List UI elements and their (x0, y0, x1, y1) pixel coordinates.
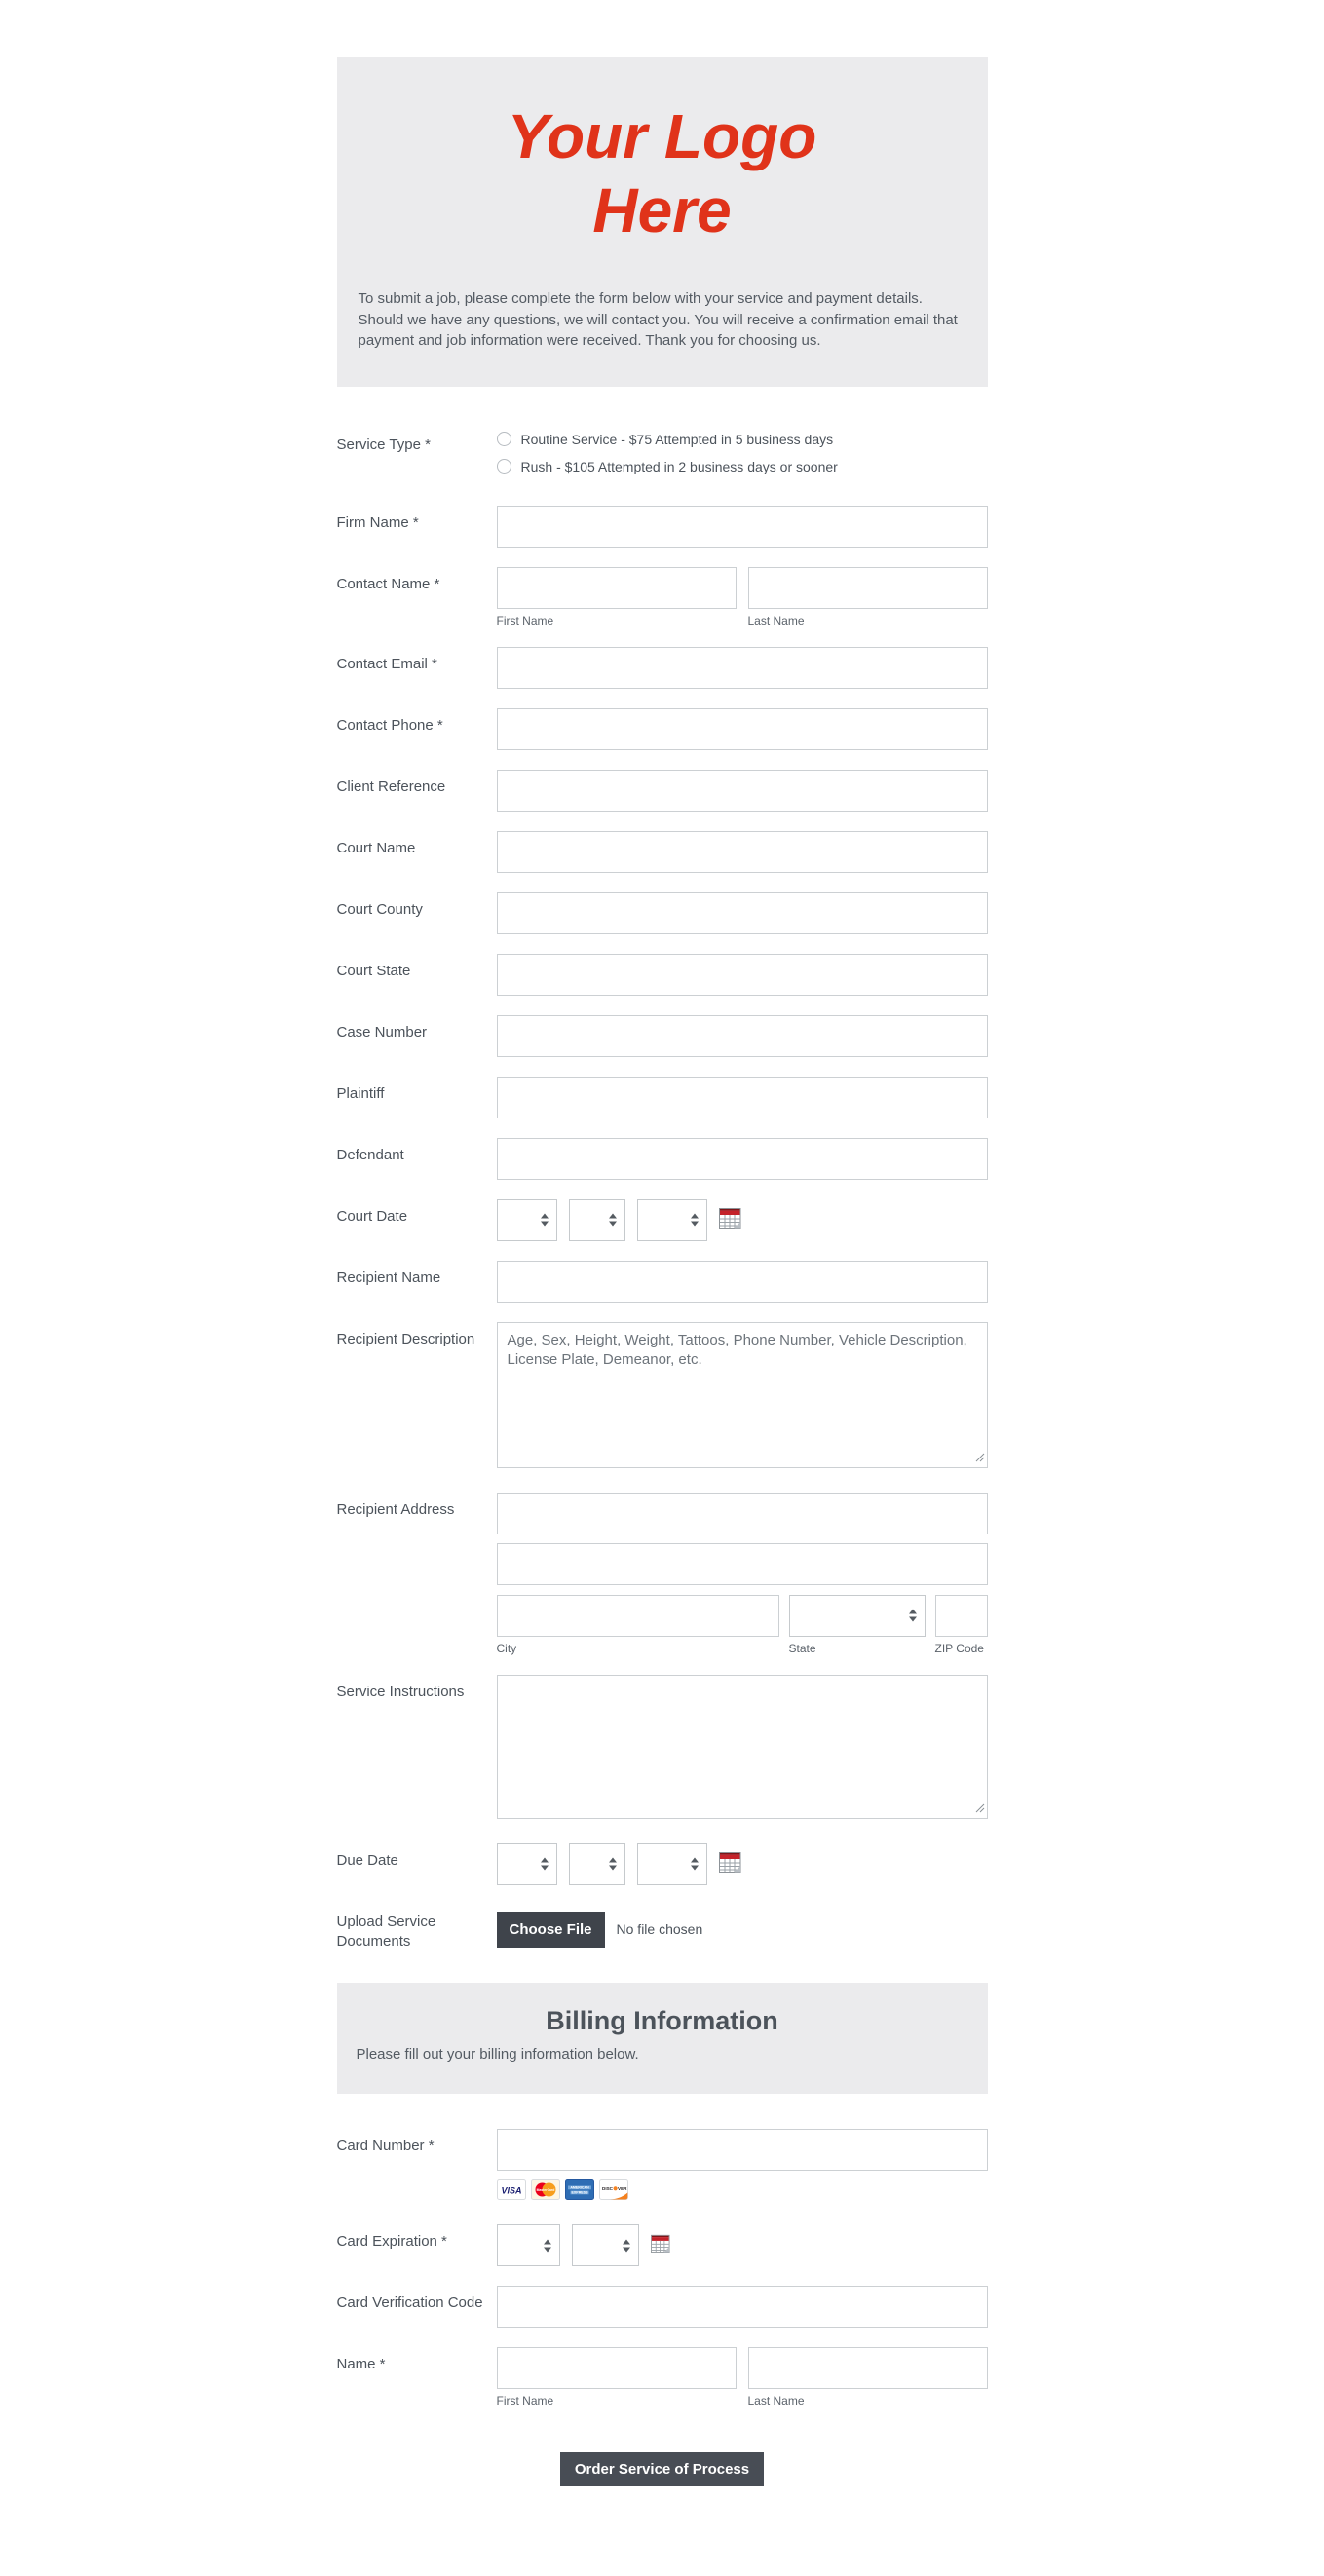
cardholder-last-name-input[interactable] (748, 2347, 988, 2389)
intro-text: To submit a job, please complete the form below with your service and payment details. Should we have any questions, we will contact you. You will receive a confirmation email that payment and job information were received. Thank you for choosing us. (358, 290, 958, 350)
court-county-input[interactable] (497, 892, 988, 934)
court-name-label: Court Name (336, 839, 416, 856)
logo-line-2: Here (592, 174, 732, 246)
row-cardholder-name (337, 2347, 988, 2407)
contact-phone-label: Contact Phone * (336, 716, 443, 734)
svg-text:VISA: VISA (500, 2185, 522, 2196)
zip-input[interactable] (935, 1595, 988, 1637)
case-number-input[interactable] (497, 1015, 988, 1057)
cardholder-first-name-input[interactable] (497, 2347, 737, 2389)
court-date-month-select[interactable] (497, 1199, 557, 1241)
card-number-input[interactable] (497, 2129, 988, 2171)
svg-text:MasterCard: MasterCard (536, 2188, 554, 2193)
recipient-description-textarea[interactable] (497, 1322, 988, 1468)
row-court-county (337, 892, 988, 934)
billing-subtitle: Please fill out your billing information below. (356, 2046, 639, 2064)
plaintiff-label: Plaintiff (336, 1084, 385, 1102)
row-card-expiration (337, 2224, 988, 2266)
form-header (337, 57, 988, 387)
calendar-icon[interactable] (719, 1207, 741, 1233)
due-date-label: Due Date (336, 1851, 398, 1869)
row-upload-documents (337, 1905, 988, 1952)
due-date-day-select[interactable] (569, 1843, 625, 1885)
order-service-submit-button[interactable]: Order Service of Process (560, 2452, 764, 2486)
client-reference-label: Client Reference (336, 777, 446, 795)
service-type-label: Service Type * (336, 436, 431, 453)
row-client-reference (337, 770, 988, 812)
contact-last-name-input[interactable] (748, 567, 988, 609)
amex-icon (565, 2179, 594, 2205)
recipient-description-label: Recipient Description (336, 1330, 475, 1347)
service-instructions-label: Service Instructions (336, 1683, 465, 1700)
court-date-year-select[interactable] (637, 1199, 707, 1241)
last-name-sublabel: Last Name (747, 613, 805, 627)
row-card-verification (337, 2286, 988, 2328)
firm-name-input[interactable] (497, 506, 988, 548)
state-select[interactable] (789, 1595, 926, 1637)
select-spinner-icon (541, 1214, 549, 1227)
row-recipient-address (337, 1493, 988, 1655)
billing-title: Billing Information (546, 2006, 778, 2036)
client-reference-input[interactable] (497, 770, 988, 812)
svg-text:DISC: DISC (601, 2186, 613, 2192)
row-contact-name (337, 567, 988, 627)
service-type-option-rush[interactable] (497, 459, 988, 474)
radio-icon[interactable] (497, 432, 511, 446)
due-date-month-select[interactable] (497, 1843, 557, 1885)
row-contact-phone (337, 708, 988, 750)
court-county-label: Court County (336, 900, 423, 918)
card-expiration-month-select[interactable] (497, 2224, 560, 2266)
last-name-sublabel: Last Name (747, 2394, 805, 2408)
row-court-name (337, 831, 988, 873)
select-spinner-icon (609, 1214, 617, 1227)
address-line1-input[interactable] (497, 1493, 988, 1534)
discover-icon (599, 2179, 628, 2205)
select-spinner-icon (541, 1858, 549, 1871)
svg-text:AMERICAN: AMERICAN (569, 2185, 589, 2190)
recipient-address-label: Recipient Address (336, 1500, 455, 1518)
row-case-number (337, 1015, 988, 1057)
due-date-year-select[interactable] (637, 1843, 707, 1885)
visa-icon (497, 2179, 526, 2205)
service-type-option-rush-label: Rush - $105 Attempted in 2 business days or sooner (520, 458, 838, 474)
card-number-label: Card Number * (336, 2138, 435, 2155)
accepted-cards (497, 2179, 988, 2205)
row-contact-email (337, 647, 988, 689)
first-name-sublabel: First Name (496, 613, 554, 627)
state-sublabel: State (788, 1641, 816, 1655)
city-input[interactable] (497, 1595, 779, 1637)
case-number-label: Case Number (336, 1023, 428, 1041)
billing-section-header (337, 1983, 988, 2094)
card-verification-label: Card Verification Code (336, 2294, 483, 2312)
row-card-number (337, 2129, 988, 2205)
court-date-day-select[interactable] (569, 1199, 625, 1241)
resize-handle-icon[interactable] (975, 1800, 985, 1818)
court-state-label: Court State (336, 962, 411, 979)
row-service-instructions (337, 1675, 988, 1824)
svg-text:VER: VER (617, 2186, 626, 2192)
contact-email-label: Contact Email * (336, 655, 437, 672)
select-spinner-icon (691, 1858, 699, 1871)
court-name-input[interactable] (497, 831, 988, 873)
select-spinner-icon (909, 1610, 917, 1622)
card-expiration-year-select[interactable] (572, 2224, 639, 2266)
order-form (337, 57, 988, 2576)
cardholder-name-label: Name * (336, 2356, 386, 2373)
address-line2-input[interactable] (497, 1543, 988, 1585)
choose-file-button[interactable]: Choose File (497, 1912, 605, 1948)
recipient-name-label: Recipient Name (336, 1269, 441, 1286)
zip-sublabel: ZIP Code (934, 1641, 984, 1655)
first-name-sublabel: First Name (496, 2394, 554, 2408)
row-court-date (337, 1199, 988, 1241)
service-instructions-textarea[interactable] (497, 1675, 988, 1819)
contact-first-name-input[interactable] (497, 567, 737, 609)
select-spinner-icon (691, 1214, 699, 1227)
contact-name-label: Contact Name * (336, 575, 440, 592)
logo-placeholder (359, 100, 966, 247)
row-recipient-description (337, 1322, 988, 1473)
card-expiration-label: Card Expiration * (336, 2233, 447, 2251)
row-court-state (337, 954, 988, 996)
select-spinner-icon (609, 1858, 617, 1871)
row-service-type (337, 428, 988, 486)
service-type-option-routine[interactable] (497, 428, 988, 447)
select-spinner-icon (623, 2239, 630, 2252)
defendant-label: Defendant (336, 1146, 404, 1163)
row-recipient-name (337, 1261, 988, 1303)
calendar-icon[interactable] (719, 1851, 741, 1877)
row-due-date (337, 1843, 988, 1885)
resize-handle-icon[interactable] (975, 1450, 985, 1467)
service-type-option-routine-label: Routine Service - $75 Attempted in 5 business days (520, 431, 834, 447)
svg-text:EXPRESS: EXPRESS (571, 2190, 587, 2195)
contact-email-input[interactable] (497, 647, 988, 689)
radio-icon[interactable] (497, 459, 511, 474)
upload-documents-label: Upload Service Documents (336, 1913, 436, 1951)
mastercard-icon (531, 2179, 560, 2205)
row-defendant (337, 1138, 988, 1180)
court-state-input[interactable] (497, 954, 988, 996)
recipient-name-input[interactable] (497, 1261, 988, 1303)
logo-line-1: Your Logo (507, 101, 817, 171)
calendar-icon[interactable] (651, 2234, 670, 2257)
firm-name-label: Firm Name * (336, 513, 419, 531)
select-spinner-icon (544, 2239, 551, 2252)
defendant-input[interactable] (497, 1138, 988, 1180)
card-verification-input[interactable] (497, 2286, 988, 2328)
row-firm-name (337, 506, 988, 548)
plaintiff-input[interactable] (497, 1077, 988, 1118)
file-status-text: No file chosen (616, 1921, 703, 1938)
contact-phone-input[interactable] (497, 708, 988, 750)
city-sublabel: City (496, 1641, 517, 1655)
court-date-label: Court Date (336, 1207, 408, 1225)
row-plaintiff (337, 1077, 988, 1118)
